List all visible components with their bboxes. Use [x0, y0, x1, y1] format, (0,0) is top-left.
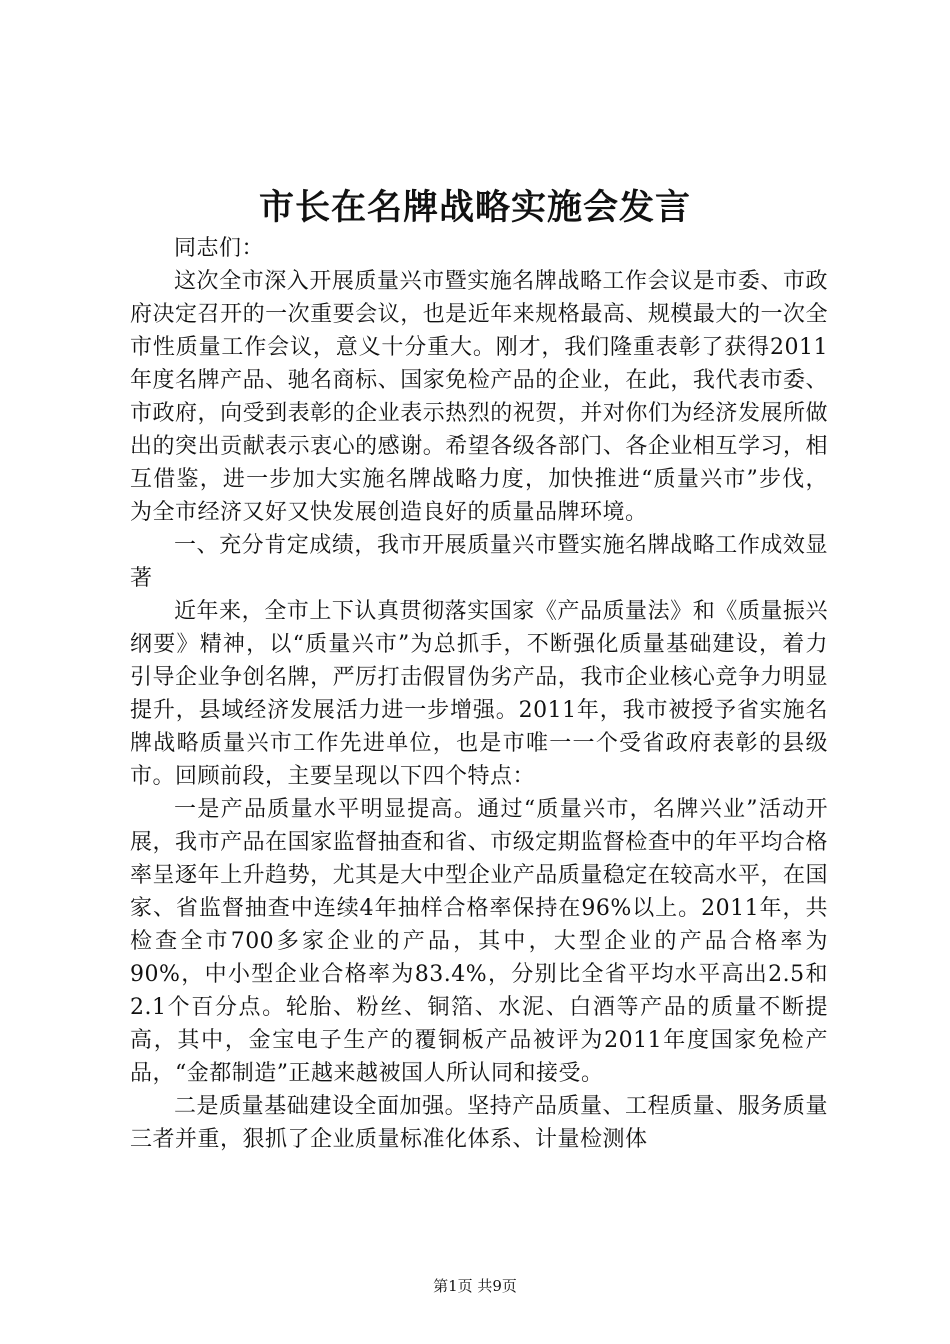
achievements-paragraph: 近年来，全市上下认真贯彻落实国家《产品质量法》和《质量振兴纲要》精神，以“质量兴市”为总抓手，不断强化质量基础建设，着力引导企业争创名牌，严厉打击假冒伪劣产品，我市企业核心竞争力明显提升，县域经济发展活力进一步增强。2011年，我市被授予省实施名牌战略质量兴市工作先进单位，也是市唯一一个受省政府表彰的县级市。回顾前段，主要呈现以下四个特点： — [130, 599, 828, 789]
page-number-footer: 第1页 共9页 — [433, 1277, 517, 1295]
point-1-paragraph: 一是产品质量水平明显提高。通过“质量兴市，名牌兴业”活动开展，我市产品在国家监督抽查和省、市级定期监督检查中的年平均合格率呈逐年上升趋势，尤其是大中型企业产品质量稳定在较高水平，在国家、省监督抽查中连续4年抽样合格率保持在96%以上。2011年，共检查全市700多家企业的产品，其中，大型企业的产品合格率为90%，中小型企业合格率为83.4%，分别比全省平均水平高出2.5和2.1个百分点。轮胎、粉丝、铜箔、水泥、白酒等产品的质量不断提高，其中，金宝电子生产的覆铜板产品被评为2011年度国家免检产品，“金都制造”正越来越被国人所认同和接受。 — [130, 797, 828, 1086]
intro-paragraph: 这次全市深入开展质量兴市暨实施名牌战略工作会议是市委、市政府决定召开的一次重要会议，也是近年来规格最高、规模最大的一次全市性质量工作会议，意义十分重大。刚才，我们隆重表彰了获得2011年度名牌产品、驰名商标、国家免检产品的企业，在此，我代表市委、市政府，向受到表彰的企业表示热烈的祝贺，并对你们为经济发展所做出的突出贡献表示衷心的感谢。希望各级各部门、各企业相互学习，相互借鉴，进一步加大实施名牌战略力度，加快推进“质量兴市”步伐，为全市经济又好又快发展创造良好的质量品牌环境。 — [130, 269, 828, 525]
point-2-paragraph: 二是质量基础建设全面加强。坚持产品质量、工程质量、服务质量三者并重，狠抓了企业质量标准化体系、计量检测体 — [130, 1094, 828, 1152]
document-title: 市长在名牌战略实施会发言 — [258, 187, 691, 228]
salutation-paragraph: 同志们： — [174, 236, 265, 261]
section-heading-1: 一、充分肯定成绩，我市开展质量兴市暨实施名牌战略工作成效显著 — [130, 533, 828, 591]
document-body — [130, 232, 828, 1156]
